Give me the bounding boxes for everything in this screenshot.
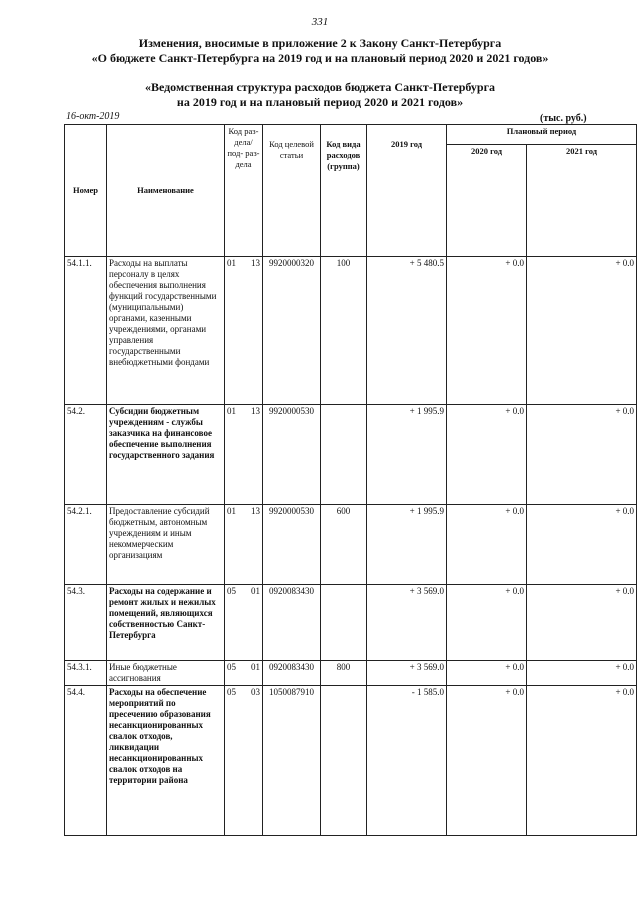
cell-2019: + 3 569.0 (367, 661, 447, 686)
cell-2020: + 0.0 (447, 661, 527, 686)
cell-target: 0920083430 (263, 661, 321, 686)
cell-expense-type: 600 (321, 505, 367, 585)
cell-number: 54.1.1. (65, 257, 107, 405)
section-code: 01 (227, 406, 236, 416)
cell-target: 9920000530 (263, 505, 321, 585)
cell-2019: + 1 995.9 (367, 505, 447, 585)
cell-2020: + 0.0 (447, 405, 527, 505)
table-body (65, 257, 637, 836)
cell-target: 0920083430 (263, 585, 321, 661)
cell-expense-type: 100 (321, 257, 367, 405)
subsection-code: 13 (251, 406, 260, 416)
header-2020: 2020 год (447, 145, 527, 257)
document-title (0, 36, 640, 66)
cell-expense-type (321, 686, 367, 836)
subsection-code: 13 (251, 506, 260, 516)
header-number: Номер (65, 125, 107, 257)
cell-2021: + 0.0 (527, 661, 637, 686)
cell-target: 1050087910 (263, 686, 321, 836)
cell-2020: + 0.0 (447, 585, 527, 661)
cell-number: 54.4. (65, 686, 107, 836)
section-code: 01 (227, 506, 236, 516)
header-expense-type: Код вида расходов (группа) (321, 125, 367, 257)
page-number: 331 (311, 16, 329, 28)
cell-name: Предоставление субсидий бюджетным, автономным учреждениям и иным некоммерческим организациям (107, 505, 225, 585)
subsection-code: 01 (251, 586, 260, 596)
table-row (65, 405, 637, 505)
cell-name: Расходы на выплаты персоналу в целях обеспечения выполнения функций государственными (муниципальными) органами, казенными учреждениями, органами управления государственными внебюджетными фондами (107, 257, 225, 405)
table-row (65, 686, 637, 836)
subtitle-line-2: на 2019 год и на плановый период 2020 и 2021 годов» (176, 95, 464, 109)
table-row (65, 661, 637, 686)
document-subtitle (0, 80, 640, 110)
cell-number: 54.2. (65, 405, 107, 505)
section-code: 05 (227, 586, 236, 596)
cell-2019: + 1 995.9 (367, 405, 447, 505)
cell-section (225, 585, 263, 661)
cell-2020: + 0.0 (447, 505, 527, 585)
cell-section (225, 257, 263, 405)
cell-name: Иные бюджетные ассигнования (107, 661, 225, 686)
header-planned-period: Плановый период (447, 125, 637, 145)
cell-expense-type: 800 (321, 661, 367, 686)
cell-section (225, 686, 263, 836)
cell-2020: + 0.0 (447, 257, 527, 405)
cell-2021: + 0.0 (527, 405, 637, 505)
table-row (65, 257, 637, 405)
table-row (65, 505, 637, 585)
cell-name: Расходы на обеспечение мероприятий по пресечению образования несанкционированных свалок отходов, ликвидации несанкционированных свалок отходов на территории района (107, 686, 225, 836)
cell-2021: + 0.0 (527, 585, 637, 661)
cell-name: Расходы на содержание и ремонт жилых и нежилых помещений, являющихся собственностью Санкт-Петербурга (107, 585, 225, 661)
header-2021: 2021 год (527, 145, 637, 257)
title-line-2: «О бюджете Санкт-Петербурга на 2019 год и на плановый период 2020 и 2021 годов» (91, 51, 549, 65)
cell-target: 9920000530 (263, 405, 321, 505)
header-2019: 2019 год (367, 125, 447, 257)
cell-2021: + 0.0 (527, 257, 637, 405)
document-date: 16-окт-2019 (66, 111, 120, 122)
cell-2019: + 3 569.0 (367, 585, 447, 661)
cell-section (225, 405, 263, 505)
cell-number: 54.3. (65, 585, 107, 661)
subsection-code: 13 (251, 258, 260, 268)
header-section: Код раз- дела/ под- раз- дела (225, 125, 263, 257)
table-row (65, 585, 637, 661)
section-code: 05 (227, 687, 236, 697)
header-target: Код целевой статьи (263, 125, 321, 257)
section-code: 05 (227, 662, 236, 672)
cell-expense-type (321, 405, 367, 505)
cell-section (225, 505, 263, 585)
cell-expense-type (321, 585, 367, 661)
section-code: 01 (227, 258, 236, 268)
subtitle-line-1: «Ведомственная структура расходов бюджета Санкт-Петербурга (144, 80, 496, 94)
subsection-code: 03 (251, 687, 260, 697)
cell-name: Субсидии бюджетным учреждениям - службы заказчика на финансовое обеспечение выполнения государственного задания (107, 405, 225, 505)
cell-2021: + 0.0 (527, 686, 637, 836)
cell-2020: + 0.0 (447, 686, 527, 836)
cell-section (225, 661, 263, 686)
cell-number: 54.2.1. (65, 505, 107, 585)
cell-2021: + 0.0 (527, 505, 637, 585)
units-label: (тыс. руб.) (540, 113, 587, 124)
header-name: Наименование (107, 125, 225, 257)
cell-2019: - 1 585.0 (367, 686, 447, 836)
cell-number: 54.3.1. (65, 661, 107, 686)
cell-2019: + 5 480.5 (367, 257, 447, 405)
title-line-1: Изменения, вносимые в приложение 2 к Закону Санкт-Петербурга (138, 36, 502, 50)
subsection-code: 01 (251, 662, 260, 672)
cell-target: 9920000320 (263, 257, 321, 405)
expenses-table (64, 124, 637, 836)
